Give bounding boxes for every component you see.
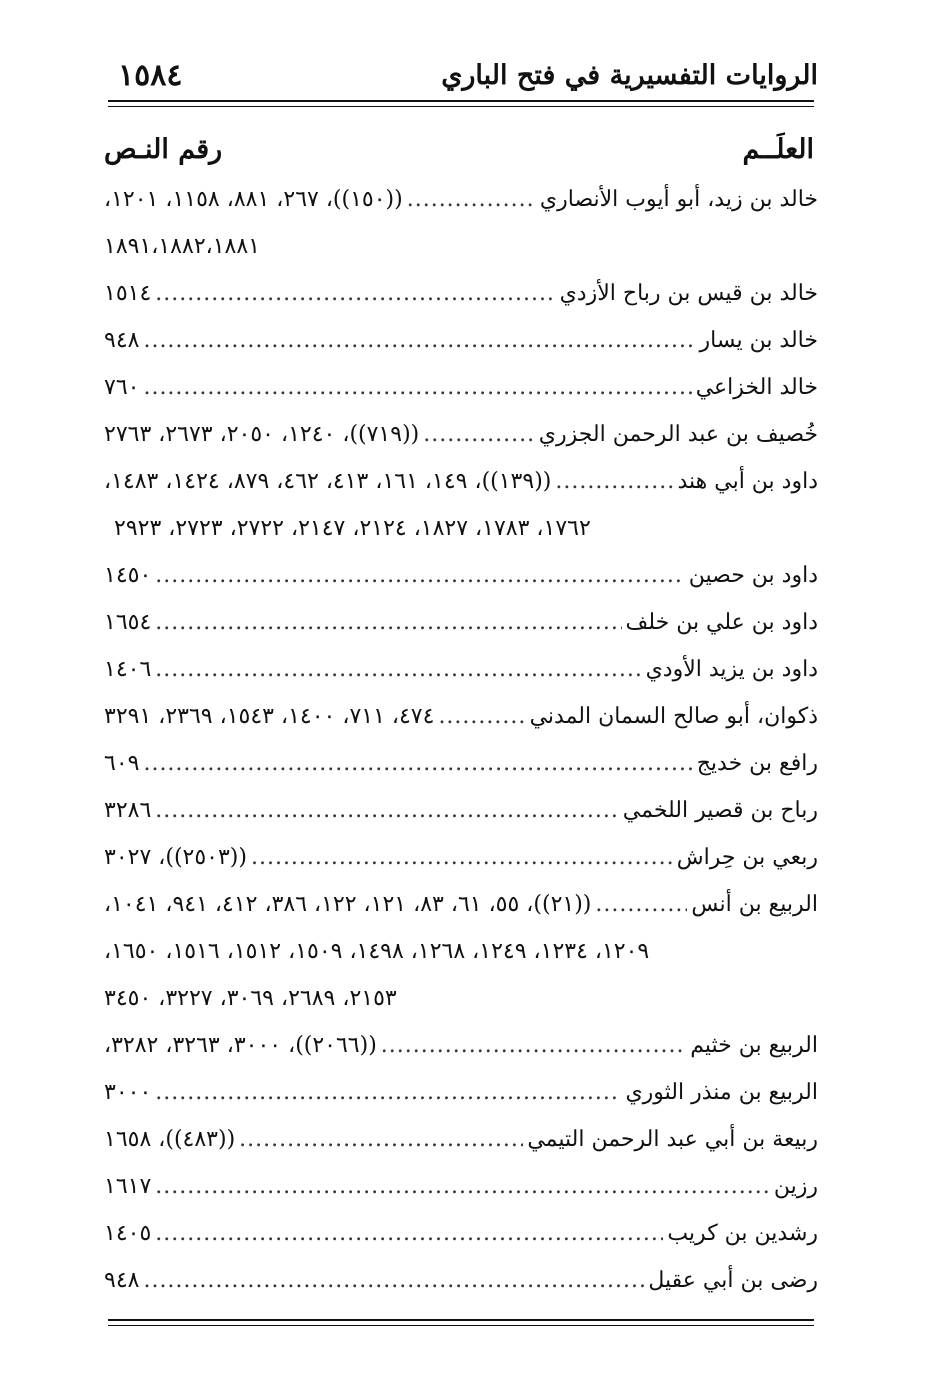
running-title: الروايات التفسيرية في فتح الباري (441, 60, 818, 91)
entry-line (104, 599, 818, 646)
text-references: ((٢١))، ٥٥، ٦١، ٨٣، ١٢١، ١٢٢، ٣٨٦، ٤١٢، ٩٤١، ١٠٤١، (104, 892, 592, 917)
person-name: ذكوان، أبو صالح السمان المدني (529, 704, 818, 729)
text-references: ((٤٨٣))، ١٦٥٨ (104, 1127, 236, 1152)
index-entry (104, 1210, 818, 1257)
entry-line (104, 1210, 818, 1257)
entry-line (104, 881, 818, 928)
dot-leader (423, 411, 535, 458)
entry-line (104, 364, 818, 411)
dot-leader (155, 1069, 621, 1116)
text-references: ٤٧٤، ٧١١، ١٤٠٠، ١٥٤٣، ٢٣٦٩، ٣٢٩١ (104, 704, 435, 729)
dot-leader (155, 599, 621, 646)
person-name: الربيع بن أنس (691, 892, 818, 917)
index-entry (104, 693, 818, 740)
index-entry (104, 270, 818, 317)
text-references: ١٤٠٦ (104, 657, 152, 682)
person-name: الربيع بن خثيم (690, 1033, 818, 1058)
dot-leader (143, 740, 692, 787)
text-references: ١٦٥٤ (104, 610, 152, 635)
entry-line (104, 1257, 818, 1304)
text-references: ((١٥٠))، ٢٦٧، ٨٨١، ١١٥٨، ١٢٠١، (104, 187, 403, 212)
index-entry (104, 364, 818, 411)
index-entry (104, 1022, 818, 1069)
index-entry (104, 787, 818, 834)
entry-line (104, 317, 818, 364)
index-entry (104, 1069, 818, 1116)
text-references-continued: ١٧٦٢، ١٧٨٣، ١٨٢٧، ٢١٢٤، ٢١٤٧، ٢٧٢٢، ٢٧٢٣، ٢٩٢٣ (114, 516, 591, 541)
page-number: ١٥٨٤ (118, 58, 183, 93)
entry-line (104, 270, 818, 317)
text-references: ((١٣٩))، ١٤٩، ١٦١، ٤١٣، ٤٦٢، ٨٧٩، ١٤٢٤، ١٤٨٣، (104, 469, 552, 494)
reference-column-heading: رقم النـص (104, 134, 223, 165)
header-rule (108, 100, 814, 107)
entry-continuation-line (104, 223, 818, 270)
text-references: ٩٤٨ (104, 1268, 140, 1293)
index-entry (104, 458, 818, 552)
text-references: ٩٤٨ (104, 328, 140, 353)
entry-line (104, 176, 818, 223)
index-entry (104, 317, 818, 364)
entry-continuation-line (104, 505, 818, 552)
index-entry (104, 1257, 818, 1304)
text-references: ((٢٠٦٦))، ٣٠٠٠، ٣٢٦٣، ٣٢٨٢، (104, 1033, 377, 1058)
entry-line (104, 787, 818, 834)
index-entry (104, 740, 818, 787)
dot-leader (155, 552, 684, 599)
person-name: داود بن علي بن خلف (625, 610, 818, 635)
dot-leader (381, 1022, 686, 1069)
index-entry (104, 1163, 818, 1210)
index-entry (104, 646, 818, 693)
person-name: رضى بن أبي عقيل (648, 1268, 818, 1293)
index-entry (104, 176, 818, 270)
entry-line (104, 458, 818, 505)
entry-line (104, 1163, 818, 1210)
index-entry (104, 834, 818, 881)
name-column-heading: العلَــم (742, 134, 814, 165)
index-entry (104, 881, 818, 1022)
dot-leader (555, 458, 673, 505)
text-references: ١٥١٤ (104, 281, 152, 306)
dot-leader (143, 364, 691, 411)
person-name: رافع بن خديج (696, 751, 818, 776)
text-references: ((٢٥٠٣))، ٣٠٢٧ (104, 845, 247, 870)
text-references: ١٤٥٠ (104, 563, 152, 588)
person-name: داود بن حصين (688, 563, 818, 588)
dot-leader (143, 317, 695, 364)
footer-rule (108, 1319, 814, 1326)
index-entry (104, 1116, 818, 1163)
entry-line (104, 693, 818, 740)
dot-leader (595, 881, 687, 928)
person-name: ربعي بن حِراش (676, 845, 818, 870)
person-name: داود بن يزيد الأودي (645, 657, 818, 682)
entry-continuation-line (104, 928, 818, 975)
text-references: ٦٠٩ (104, 751, 140, 776)
person-name: خُصيف بن عبد الرحمن الجزري (538, 422, 818, 447)
person-name: خالد بن زيد، أبو أيوب الأنصاري (539, 187, 818, 212)
dot-leader (438, 693, 525, 740)
person-name: ربيعة بن أبي عبد الرحمن التيمي (527, 1127, 818, 1152)
dot-leader (239, 1116, 523, 1163)
text-references: ٣٠٠٠ (104, 1080, 152, 1105)
text-references: ٣٢٨٦ (104, 798, 152, 823)
text-references-continued: ٢١٥٣، ٢٦٨٩، ٣٠٦٩، ٣٢٢٧، ٣٤٥٠ (104, 986, 397, 1011)
entry-continuation-line (104, 975, 818, 1022)
index-entry (104, 411, 818, 458)
entry-line (104, 740, 818, 787)
index-entries (104, 176, 818, 1304)
text-references: ٧٦٠ (104, 375, 140, 400)
text-references: ((٧١٩))، ١٢٤٠، ٢٠٥٠، ٢٦٧٣، ٢٧٦٣ (104, 422, 420, 447)
entry-line (104, 834, 818, 881)
person-name: خالد بن يسار (699, 328, 818, 353)
entry-line (104, 1022, 818, 1069)
person-name: داود بن أبي هند (677, 469, 818, 494)
person-name: خالد الخزاعي (695, 375, 818, 400)
text-references-continued: ١٨٩١،١٨٨٢،١٨٨١ (104, 234, 260, 259)
dot-leader (143, 1257, 644, 1304)
entry-line (104, 411, 818, 458)
text-references: ١٤٠٥ (104, 1221, 152, 1246)
dot-leader (155, 1163, 770, 1210)
entry-line (104, 552, 818, 599)
entry-line (104, 1069, 818, 1116)
entry-line (104, 646, 818, 693)
dot-leader (155, 646, 641, 693)
person-name: رشدين بن كريب (667, 1221, 818, 1246)
dot-leader (251, 834, 673, 881)
person-name: خالد بن قيس بن رباح الأزدي (559, 281, 818, 306)
dot-leader (155, 1210, 663, 1257)
text-references-continued: ١٢٠٩، ١٢٣٤، ١٢٤٩، ١٢٦٨، ١٤٩٨، ١٥٠٩، ١٥١٢، ١٥١٦، ١٦٥٠، (104, 939, 650, 964)
entry-line (104, 1116, 818, 1163)
index-entry (104, 552, 818, 599)
person-name: رباح بن قصير اللخمي (622, 798, 818, 823)
dot-leader (155, 270, 555, 317)
person-name: الربيع بن منذر الثوري (625, 1080, 818, 1105)
dot-leader (155, 787, 619, 834)
text-references: ١٦١٧ (104, 1174, 152, 1199)
index-entry (104, 599, 818, 646)
dot-leader (407, 176, 536, 223)
person-name: رزين (773, 1174, 818, 1199)
